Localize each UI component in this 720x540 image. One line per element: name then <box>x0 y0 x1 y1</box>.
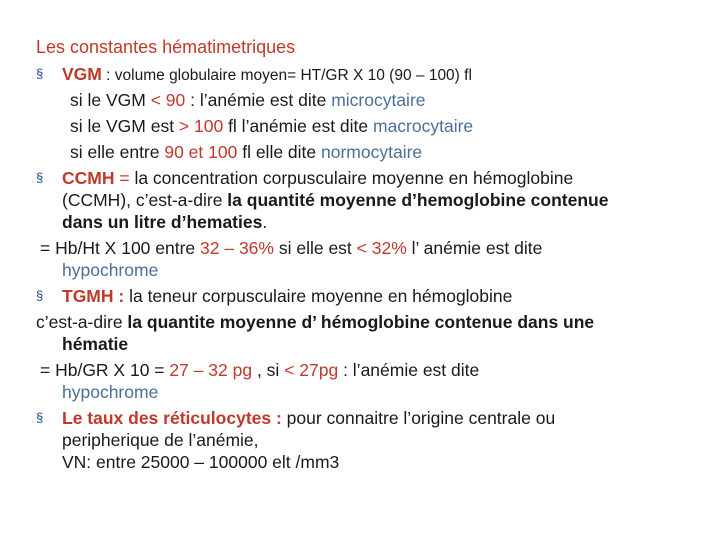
tgmh-definition: TGMH : la teneur corpusculaire moyenne en hémoglobine <box>62 286 513 306</box>
vgm-term: VGM <box>62 64 102 84</box>
bullet-icon: § <box>36 410 44 425</box>
vgm-definition: VGM : volume globulaire moyen= HT/GR X 10 (90 – 100) fl <box>62 64 472 84</box>
tgmh-definition-3: hématie <box>62 334 129 354</box>
ccmh-definition: CCMH = la concentration corpusculaire moyenne en hémoglobine <box>62 168 574 188</box>
tgmh-formula: = Hb/GR X 10 = 27 – 32 pg , si < 27pg : l’anémie est dite <box>40 360 480 380</box>
retic-normal-values: VN: entre 25000 – 100000 elt /mm3 <box>62 452 340 472</box>
tgmh-term: TGMH : <box>62 286 125 306</box>
ccmh-definition-3: dans un litre d’hematies. <box>62 212 268 232</box>
vgm-line-macro: si le VGM est > 100 fl l’anémie est dite macrocytaire <box>70 116 474 136</box>
bullet-icon: § <box>36 66 44 81</box>
bullet-icon: § <box>36 170 44 185</box>
bullet-icon: § <box>36 288 44 303</box>
page-title: Les constantes hématimetriques <box>36 37 296 57</box>
retic-definition: Le taux des réticulocytes : pour connaitre l’origine centrale ou <box>62 408 556 428</box>
ccmh-result: hypochrome <box>62 260 159 280</box>
retic-term: Le taux des réticulocytes : <box>62 408 282 428</box>
ccmh-definition-2: (CCMH), c’est-a-dire la quantité moyenne d’hemoglobine contenue <box>62 190 609 210</box>
tgmh-result: hypochrome <box>62 382 159 402</box>
vgm-line-micro: si le VGM < 90 : l’anémie est dite microcytaire <box>70 90 426 110</box>
vgm-line-normo: si elle entre 90 et 100 fl elle dite normocytaire <box>70 142 423 162</box>
retic-definition-2: peripherique de l’anémie, <box>62 430 259 450</box>
tgmh-definition-2: c’est-a-dire la quantite moyenne d’ hémoglobine contenue dans une <box>36 312 595 332</box>
ccmh-term: CCMH <box>62 168 115 188</box>
ccmh-formula: = Hb/Ht X 100 entre 32 – 36% si elle est < 32% l’ anémie est dite <box>40 238 543 258</box>
